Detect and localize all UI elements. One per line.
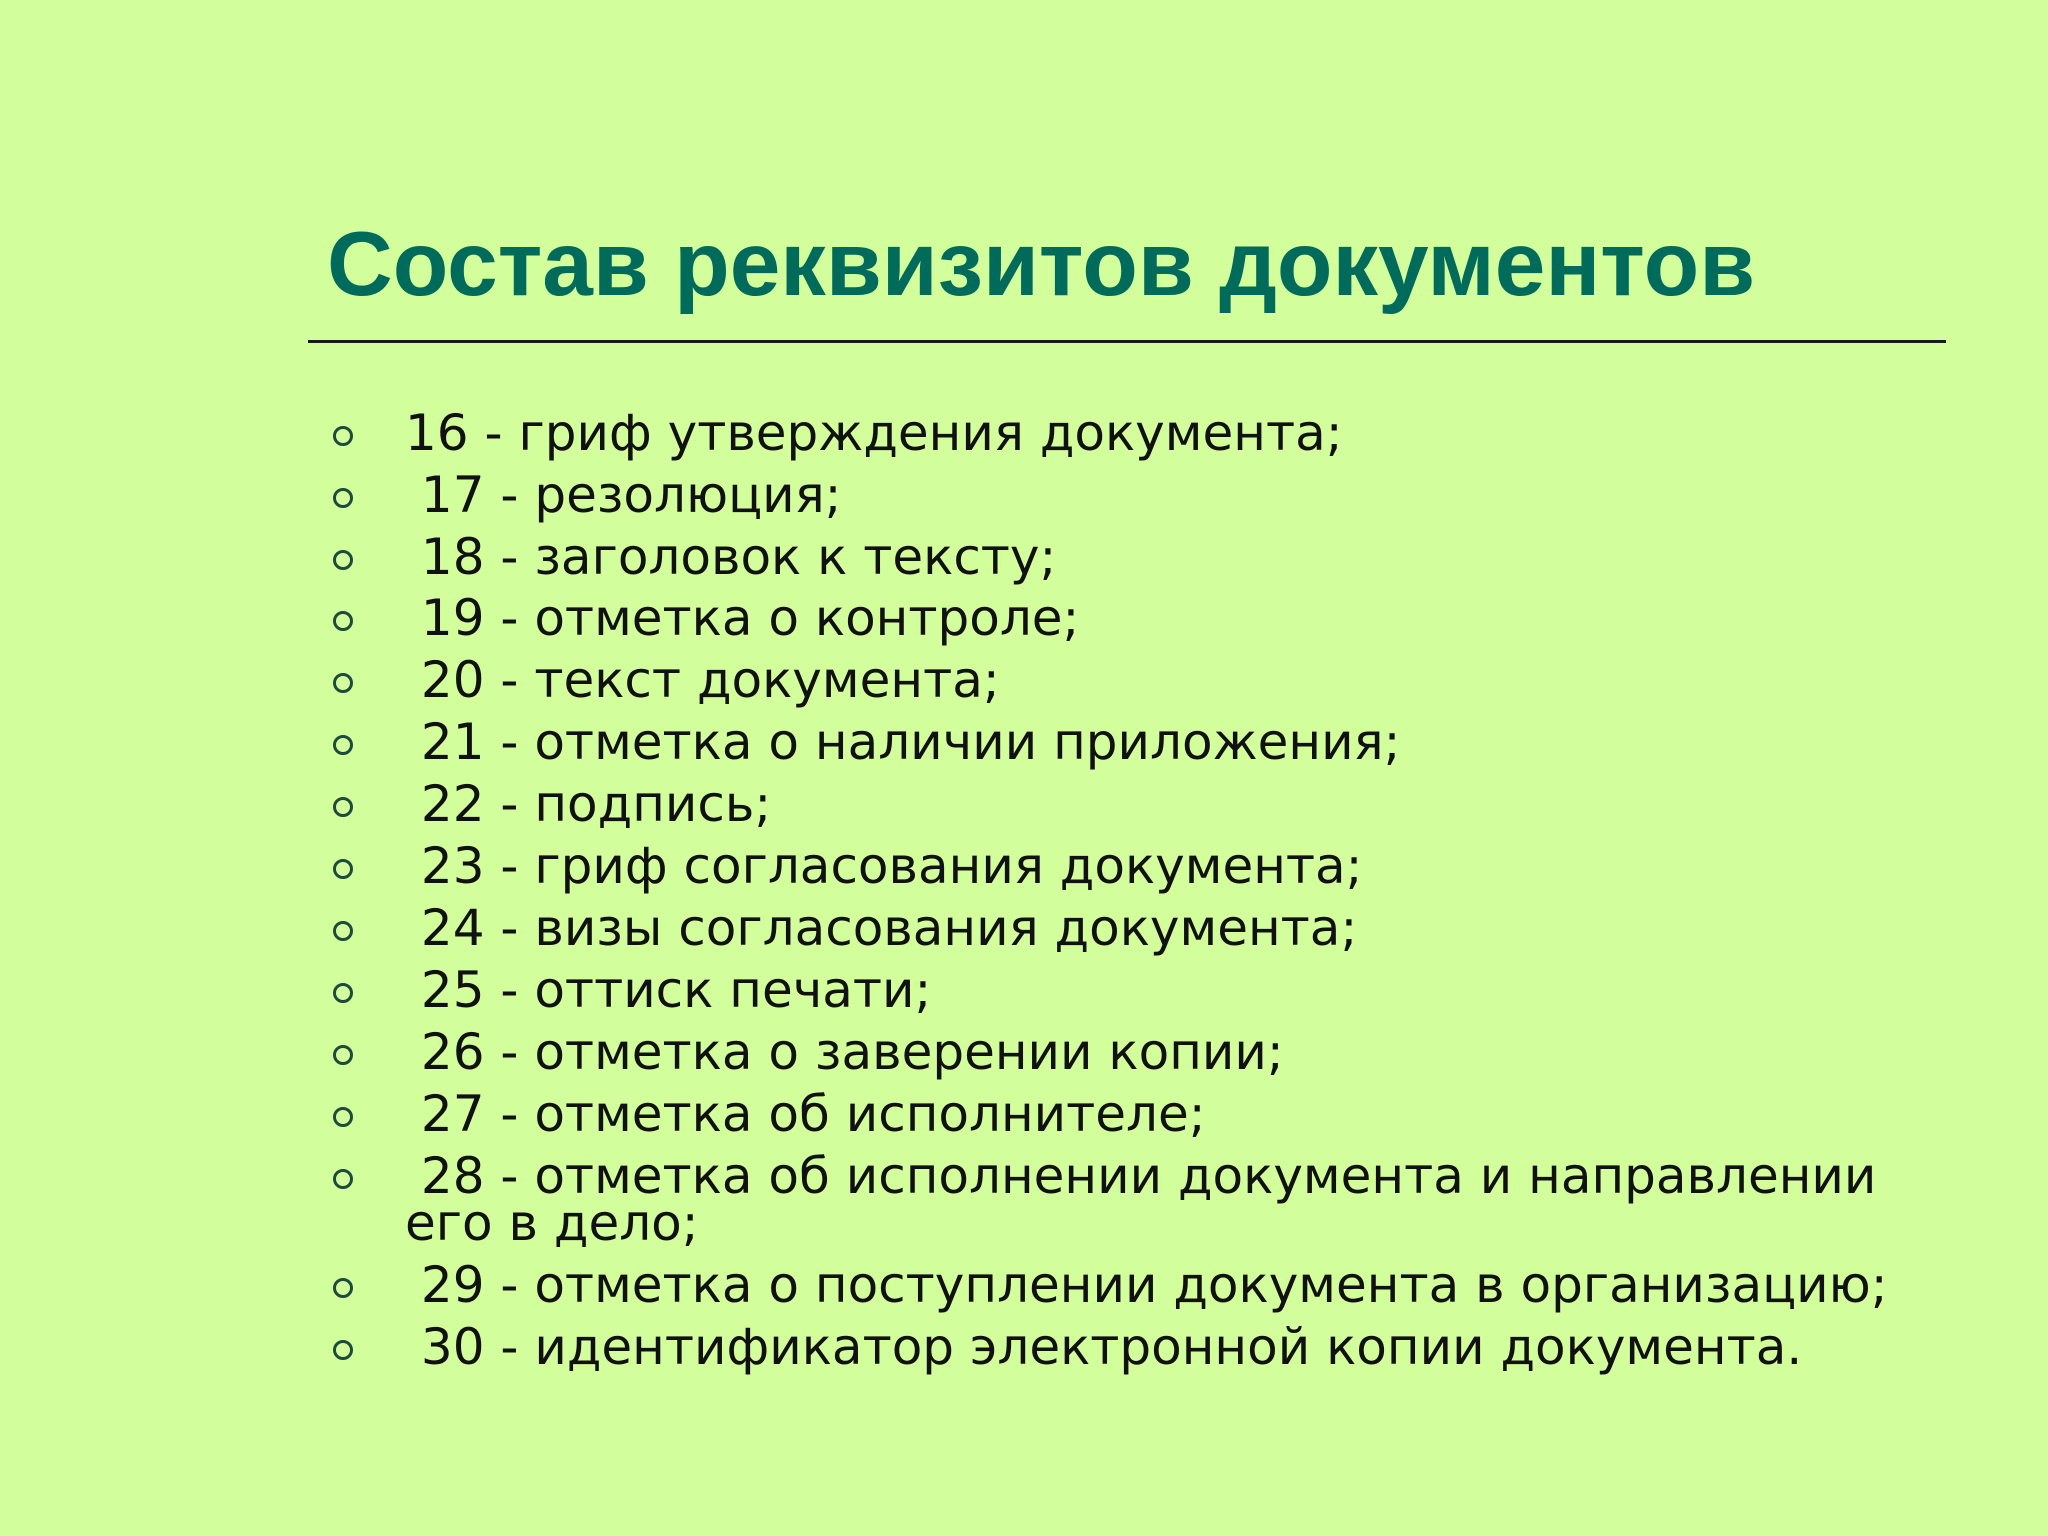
- list-item-text: 29 - отметка о поступлении документа в организацию;: [405, 1256, 1888, 1314]
- hollow-circle-bullet-icon: [333, 797, 353, 817]
- list-item-text: 20 - текст документа;: [405, 651, 1000, 709]
- hollow-circle-bullet-icon: [333, 673, 353, 693]
- list-item-text: 26 - отметка о заверении копии;: [405, 1023, 1284, 1081]
- list-item-text: 17 - резолюция;: [405, 466, 842, 524]
- list-item-text: 21 - отметка о наличии приложения;: [405, 713, 1401, 771]
- hollow-circle-bullet-icon: [333, 1169, 353, 1189]
- list-item-text: 25 - оттиск печати;: [405, 961, 932, 1019]
- hollow-circle-bullet-icon: [333, 735, 353, 755]
- hollow-circle-bullet-icon: [333, 921, 353, 941]
- list-item-text: 23 - гриф согласования документа;: [405, 837, 1363, 895]
- list-item-text: 19 - отметка о контроле;: [405, 589, 1080, 647]
- list-item-text: 24 - визы согласования документа;: [405, 899, 1358, 957]
- hollow-circle-bullet-icon: [333, 426, 353, 446]
- hollow-circle-bullet-icon: [333, 1045, 353, 1065]
- list-item-text: 18 - заголовок к тексту;: [405, 528, 1057, 586]
- hollow-circle-bullet-icon: [333, 488, 353, 508]
- list-item-text: 30 - идентификатор электронной копии документа.: [405, 1318, 1803, 1376]
- list-item-text: 16 - гриф утверждения документа;: [405, 404, 1343, 462]
- list-item-text: 22 - подпись;: [405, 775, 772, 833]
- hollow-circle-bullet-icon: [333, 611, 353, 631]
- hollow-circle-bullet-icon: [333, 1278, 353, 1298]
- hollow-circle-bullet-icon: [333, 983, 353, 1003]
- hollow-circle-bullet-icon: [333, 1340, 353, 1360]
- list-item-text: 27 - отметка об исполнителе;: [405, 1085, 1206, 1143]
- hollow-circle-bullet-icon: [333, 550, 353, 570]
- slide-title: Состав реквизитов документов: [327, 214, 1756, 315]
- hollow-circle-bullet-icon: [333, 859, 353, 879]
- hollow-circle-bullet-icon: [333, 1107, 353, 1127]
- title-divider: [308, 340, 1946, 343]
- list-item-text: 28 - отметка об исполнении документа и направлении его в дело;: [405, 1147, 1877, 1252]
